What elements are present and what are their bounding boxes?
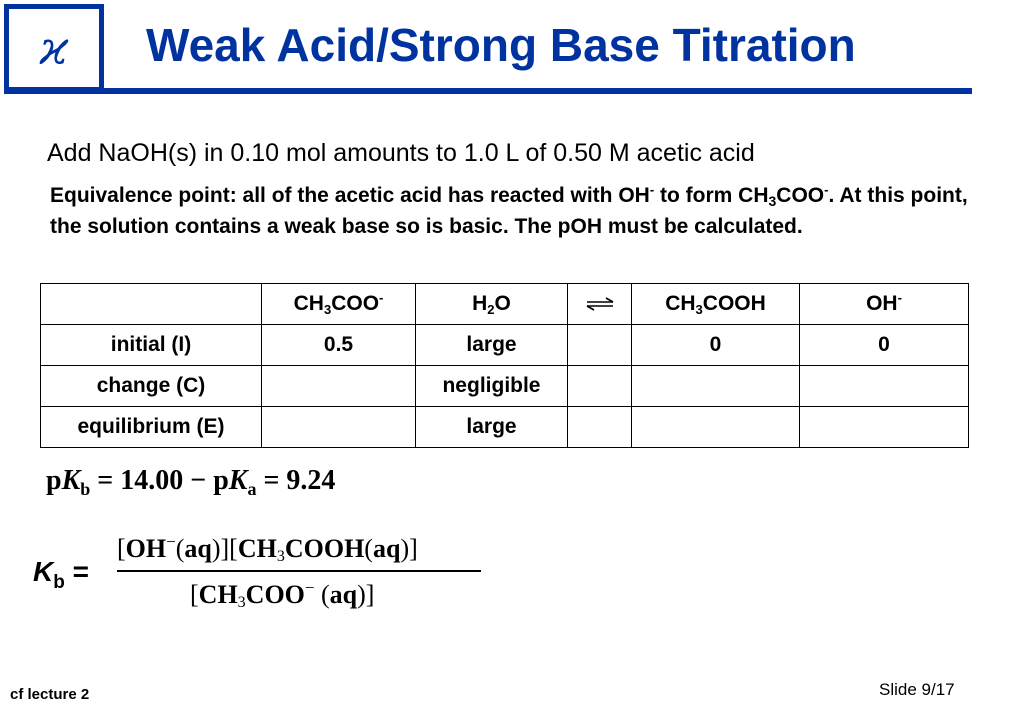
title-divider xyxy=(4,88,972,94)
cell-ch3cooh: 0 xyxy=(632,325,800,366)
page-title: Weak Acid/Strong Base Titration xyxy=(146,19,856,71)
kb-denominator: [$CH_3COO^-$ (aq)] xyxy=(190,578,375,611)
header-ch3cooh: $CH_3COOH$ xyxy=(632,284,800,325)
row-label: initial (I) xyxy=(41,325,262,366)
kb-numerator: $[OH^-(aq)][CH_3COOH(aq)]$ xyxy=(117,532,418,565)
header-blank xyxy=(41,284,262,325)
cell-ch3cooh xyxy=(632,366,800,407)
slide-number: Slide 9/17 xyxy=(879,680,955,699)
cell-ch3coo xyxy=(262,366,416,407)
footer-lecture: cf lecture 2 xyxy=(10,686,90,703)
equilibrium-arrows-icon xyxy=(585,297,615,311)
equivalence-point-text: Equivalence point: all of the acetic acid has reacted with OH- to form $CH_3COO^-$. At this point, the solution contains a weak base so is basic. The pOH must be calculated. xyxy=(50,182,968,238)
cell-h2o: large xyxy=(416,407,568,448)
kb-label: $K_b$ = xyxy=(33,556,89,593)
cell-ch3cooh xyxy=(632,407,800,448)
cell-ch3coo xyxy=(262,407,416,448)
cell-ch3coo: 0.5 xyxy=(262,325,416,366)
cell-oh xyxy=(800,407,969,448)
logo xyxy=(4,4,104,92)
cell-arrow xyxy=(568,366,632,407)
fraction-bar xyxy=(117,570,481,572)
row-label: change (C) xyxy=(41,366,262,407)
cell-oh xyxy=(800,366,969,407)
ice-table xyxy=(40,283,969,448)
header-oh: OH- xyxy=(800,284,969,325)
cell-h2o: large xyxy=(416,325,568,366)
subtitle: Add NaOH(s) in 0.10 mol amounts to 1.0 L of 0.50 M acetic acid xyxy=(47,139,755,167)
cell-arrow xyxy=(568,407,632,448)
cell-oh: 0 xyxy=(800,325,969,366)
row-label: equilibrium (E) xyxy=(41,407,262,448)
cell-h2o: negligible xyxy=(416,366,568,407)
kappa-logo-icon: ϰ xyxy=(39,21,69,75)
table-row xyxy=(41,366,969,407)
table-row xyxy=(41,325,969,366)
table-header-row xyxy=(41,284,969,325)
header-ch3coo: $CH_3COO^-$ xyxy=(262,284,416,325)
header-h2o: $H_2O$ xyxy=(416,284,568,325)
pkb-equation: $pK_b = 14.00 - pK_a = 9.24$ xyxy=(46,465,336,499)
header-equilibrium-arrow xyxy=(568,284,632,325)
cell-arrow xyxy=(568,325,632,366)
table-row xyxy=(41,407,969,448)
